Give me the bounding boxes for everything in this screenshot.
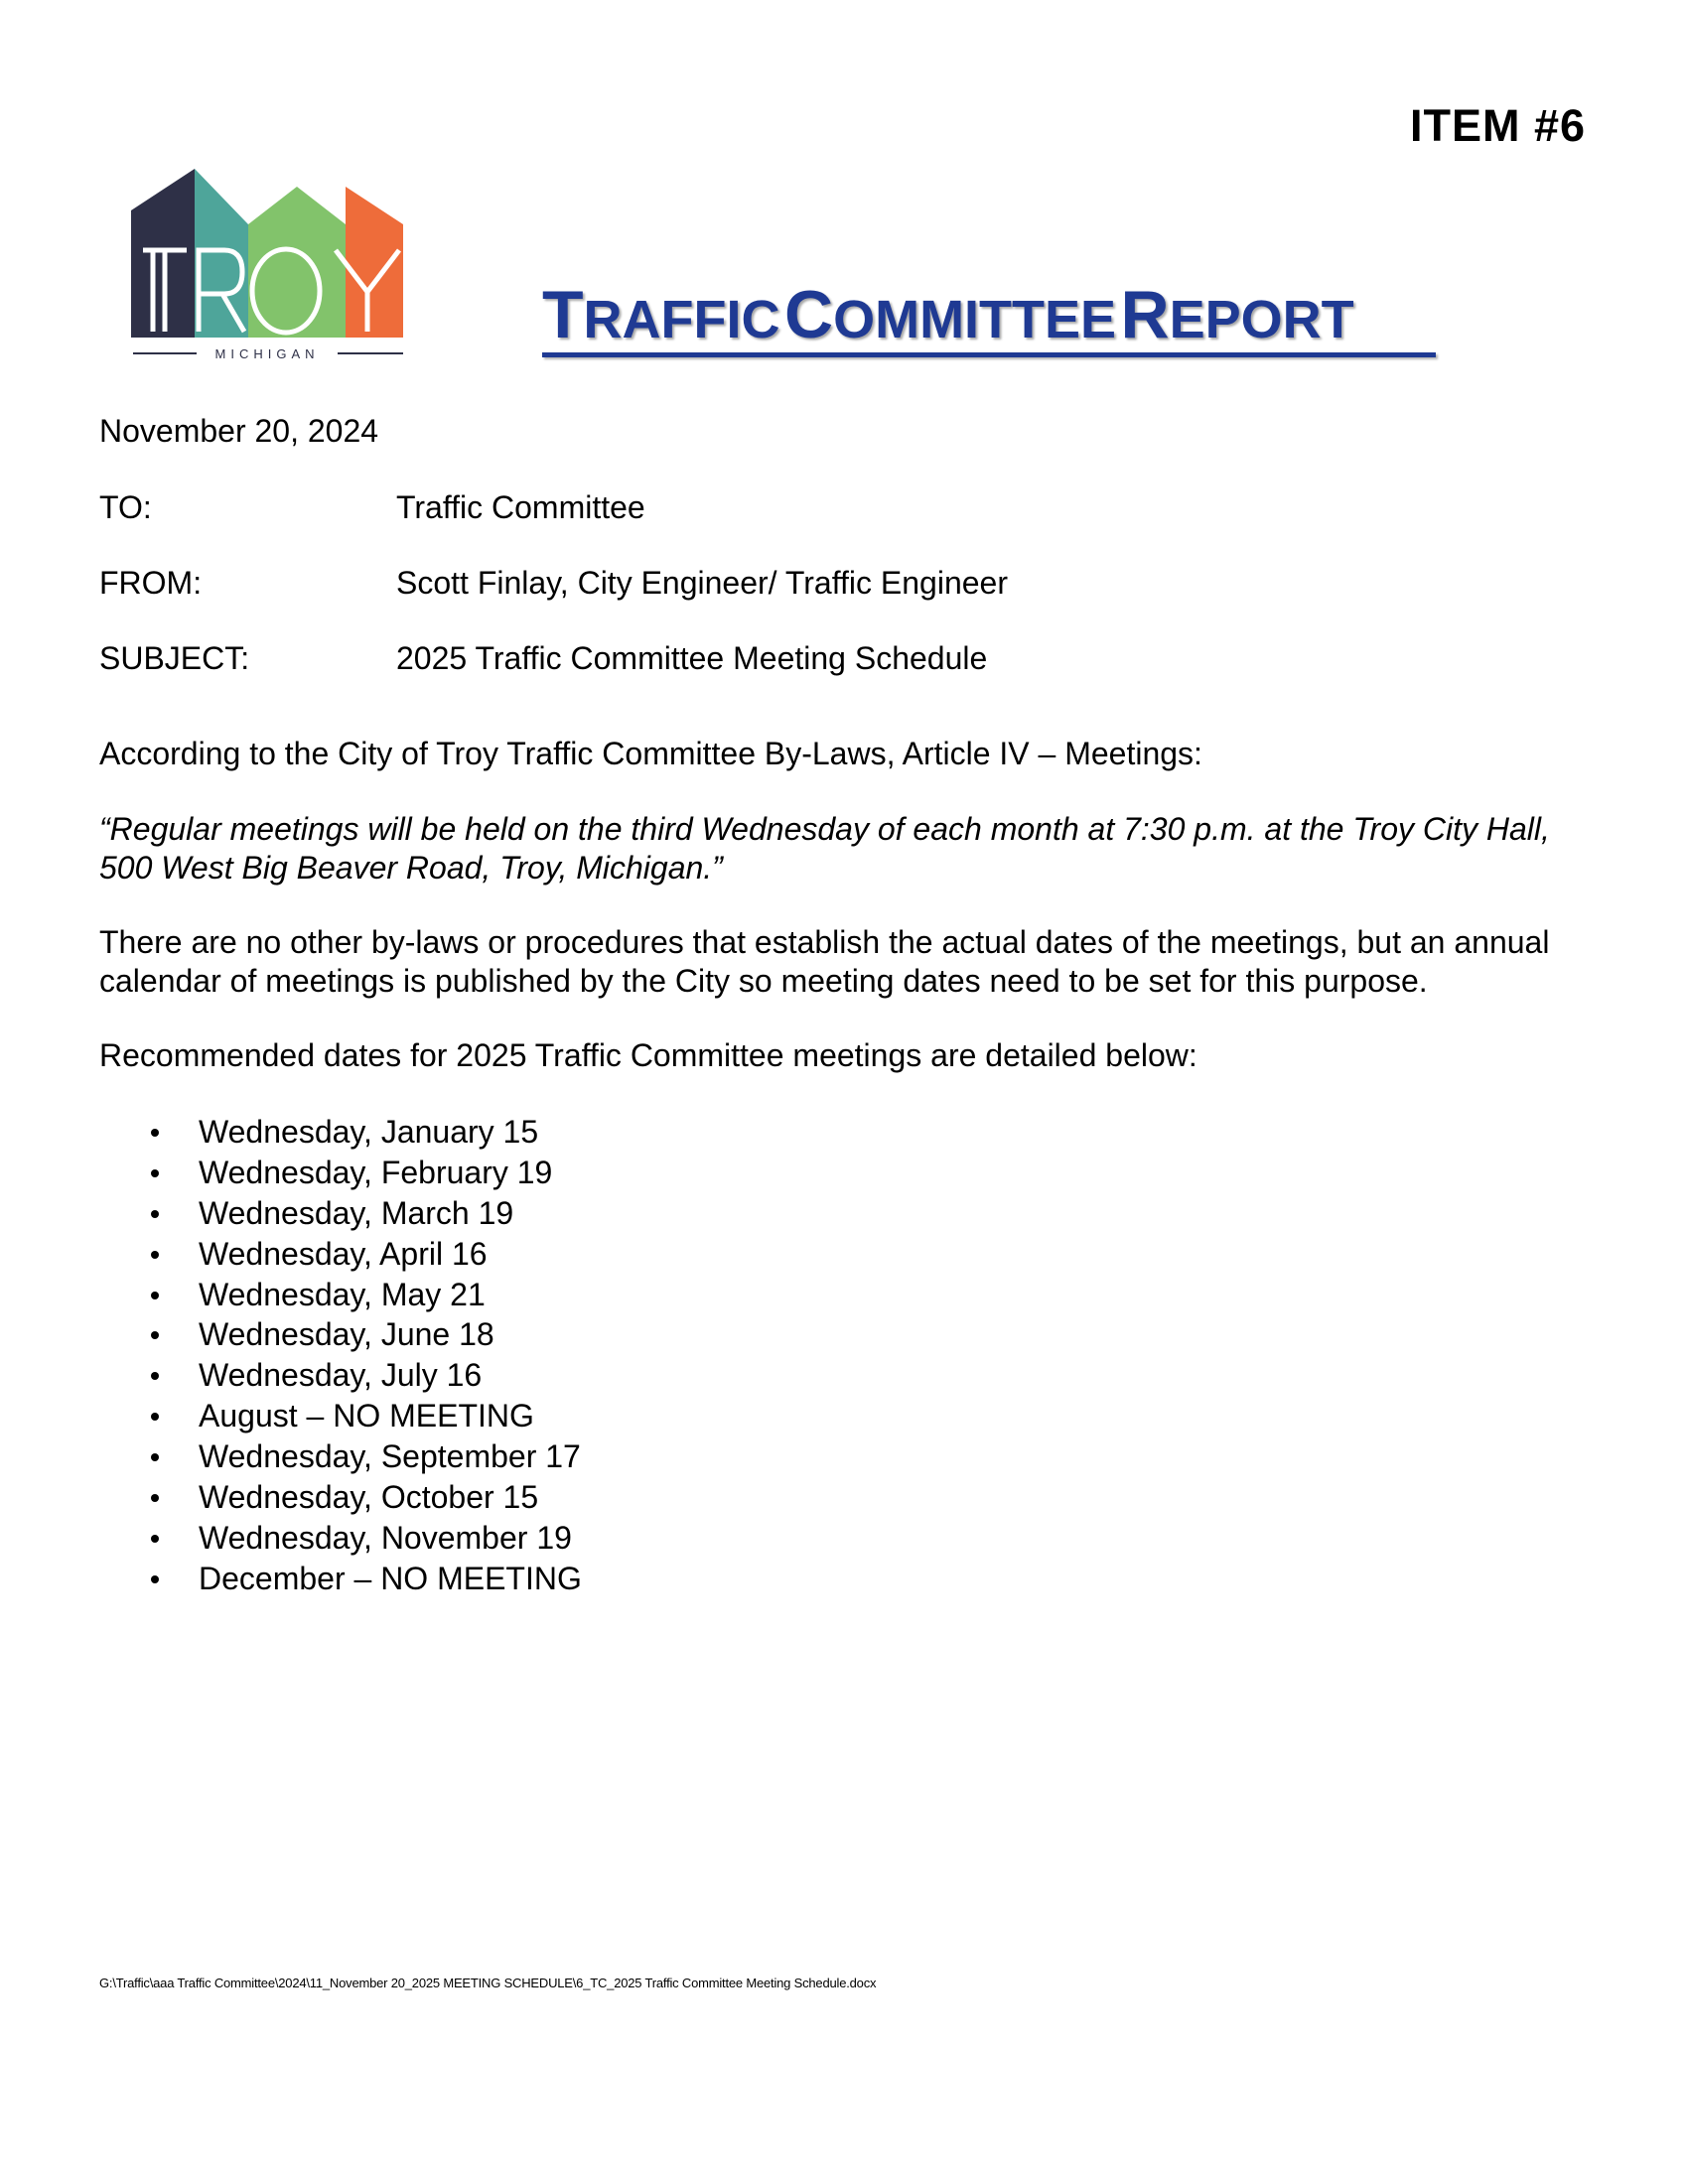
meeting-date-text: Wednesday, January 15 [199, 1114, 539, 1150]
explanation-line-2: calendar of meetings is published by the City so meeting dates need to be set for this purpose. [99, 963, 1428, 1000]
file-path-footer: G:\Traffic\aaa Traffic Committee\2024\11_November 20_2025 MEETING SCHEDULE\6_TC_2025 Traffic Committee Meeting Schedule.docx [99, 1976, 877, 1990]
meeting-list-item [99, 1153, 1092, 1193]
subject-label: SUBJECT: [99, 640, 250, 676]
meeting-date-text: Wednesday, April 16 [199, 1235, 488, 1272]
meeting-list-item [99, 1112, 1092, 1153]
meeting-date-text: Wednesday, July 16 [199, 1357, 483, 1394]
meeting-date-text: Wednesday, June 18 [199, 1316, 494, 1353]
bullet-icon [151, 1535, 159, 1543]
quote-line-1: “Regular meetings will be held on the third Wednesday of each month at 7:30 p.m. at the Troy City Hall, [99, 811, 1550, 847]
explanation-paragraph [99, 923, 1589, 1001]
to-label: TO: [99, 489, 152, 525]
meeting-date-text: Wednesday, February 19 [199, 1154, 553, 1190]
bullet-icon [151, 1169, 159, 1177]
meeting-date-text: Wednesday, May 21 [199, 1276, 486, 1312]
from-label: FROM: [99, 565, 203, 601]
explanation-line-1: There are no other by-laws or procedures that establish the actual dates of the meetings, but an annual [99, 924, 1550, 960]
meeting-date-text: August – NO MEETING [199, 1398, 534, 1434]
meeting-list-item [99, 1477, 1092, 1518]
meeting-list-item [99, 1396, 1092, 1436]
bullet-icon [151, 1129, 159, 1137]
meeting-list-item [99, 1275, 1092, 1315]
meeting-dates-list [99, 1112, 1092, 1599]
subject-value: 2025 Traffic Committee Meeting Schedule [396, 640, 988, 676]
meeting-list-item [99, 1518, 1092, 1559]
intro-paragraph: According to the City of Troy Traffic Committee By-Laws, Article IV – Meetings: [99, 736, 1202, 771]
bullet-icon [151, 1251, 159, 1259]
bullet-icon [151, 1413, 159, 1421]
title-underline [542, 352, 1436, 357]
quote-line-2: 500 West Big Beaver Road, Troy, Michigan.” [99, 850, 723, 887]
bullet-icon [151, 1210, 159, 1218]
bullet-icon [151, 1575, 159, 1583]
recommend-paragraph: Recommended dates for 2025 Traffic Committee meetings are detailed below: [99, 1037, 1197, 1073]
meeting-list-item [99, 1355, 1092, 1396]
from-value: Scott Finlay, City Engineer/ Traffic Engineer [396, 565, 1008, 601]
meeting-date-text: December – NO MEETING [199, 1560, 582, 1596]
meeting-list-item [99, 1559, 1092, 1599]
bullet-icon [151, 1453, 159, 1461]
meeting-date-text: Wednesday, September 17 [199, 1438, 581, 1475]
troy-logo [127, 169, 407, 363]
memo-date: November 20, 2024 [99, 413, 379, 449]
report-title: TRAFFIC COMMITTEE REPORT [542, 277, 1354, 352]
bullet-icon [151, 1494, 159, 1502]
meeting-date-text: Wednesday, November 19 [199, 1519, 572, 1556]
meeting-list-item [99, 1314, 1092, 1355]
logo-michigan-text: MICHIGAN [214, 346, 320, 361]
bullet-icon [151, 1372, 159, 1380]
meeting-list-item [99, 1193, 1092, 1234]
bullet-icon [151, 1292, 159, 1299]
meeting-list-item [99, 1436, 1092, 1477]
to-value: Traffic Committee [396, 489, 645, 525]
meeting-list-item [99, 1234, 1092, 1275]
meeting-date-text: Wednesday, March 19 [199, 1194, 514, 1231]
bylaw-quote [99, 810, 1589, 887]
item-number: ITEM #6 [1409, 100, 1586, 151]
bullet-icon [151, 1331, 159, 1339]
meeting-date-text: Wednesday, October 15 [199, 1479, 539, 1516]
